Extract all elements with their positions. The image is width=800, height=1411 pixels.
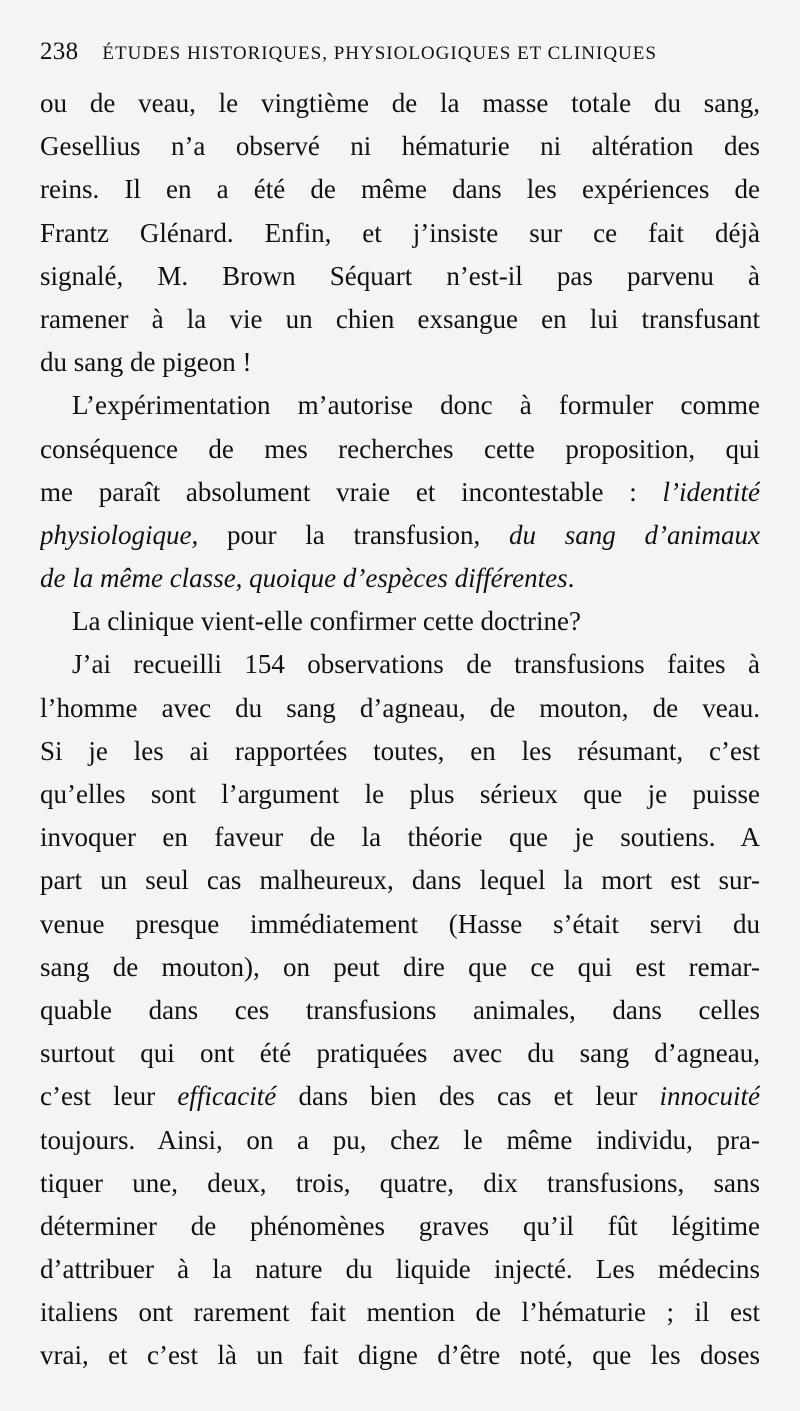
- text-line: quable dans ces transfusions animales, dans celles: [40, 994, 760, 1025]
- text-line: invoquer en faveur de la théorie que je soutiens. A: [40, 822, 760, 853]
- text-line: ramener à la vie un chien exsangue en lui transfusant: [40, 303, 760, 334]
- text-line: venue presque immédiatement (Hasse s’était servi du: [40, 908, 760, 939]
- text-span: .: [567, 563, 575, 594]
- text-line: conséquence de mes recherches cette proposition, qui: [40, 433, 760, 464]
- text-line: toujours. Ainsi, on a pu, chez le même individu, pra-: [40, 1124, 760, 1155]
- running-header: [40, 38, 760, 66]
- text-line: tiquer une, deux, trois, quatre, dix transfusions, sans: [40, 1167, 760, 1198]
- text-line: italiens ont rarement fait mention de l’hématurie ; il est: [40, 1297, 760, 1328]
- text-line: qu’elles sont l’argument le plus sérieux que je puisse: [40, 779, 760, 809]
- text-line: Si je les ai rapportées toutes, en les résumant, c’est: [40, 735, 760, 766]
- text-line: surtout qui ont été pratiquées avec du sang d’agneau,: [40, 1038, 760, 1069]
- text-line: [40, 471, 760, 514]
- text-line: [40, 1075, 760, 1118]
- text-line: [40, 557, 760, 600]
- text-line: part un seul cas malheureux, dans lequel la mort est sur-: [40, 865, 760, 896]
- italic-span: innocuité: [659, 1081, 760, 1112]
- paragraph-first-line: La clinique vient-elle confirmer cette doctrine?: [72, 606, 581, 637]
- text-line: reins. Il en a été de même dans les expériences de: [40, 174, 760, 205]
- text-line: sang de mouton), on peut dire que ce qui est remar-: [40, 951, 760, 982]
- text-span: me paraît absolument vraie et incontestable :: [40, 476, 663, 507]
- text-span: pour la transfusion,: [198, 519, 509, 550]
- text-line: d’attribuer à la nature du liquide injecté. Les médecins: [40, 1254, 760, 1285]
- text-span: dans bien des cas et leur: [276, 1081, 660, 1112]
- paragraph-first-line: J’ai recueilli 154 observations de transfusions faites à: [72, 649, 760, 680]
- text-line: vrai, et c’est là un fait digne d’être noté, que les doses: [40, 1340, 760, 1371]
- italic-span: physiologique,: [40, 519, 199, 550]
- text-line: Gesellius n’a observé ni hématurie ni altération des: [40, 131, 760, 162]
- paragraph-first-line: L’expérimentation m’autorise donc à formuler comme: [72, 390, 760, 421]
- text-line: [40, 514, 760, 557]
- text-line: du sang de pigeon !: [40, 347, 252, 378]
- italic-span: l’identité: [662, 476, 760, 507]
- text-span: c’est leur: [40, 1081, 178, 1112]
- text-line: signalé, M. Brown Séquart n’est-il pas parvenu à: [40, 260, 760, 291]
- italic-span: efficacité: [177, 1081, 277, 1112]
- page-number: 238: [40, 38, 79, 65]
- italic-span: de la même classe, quoique d’espèces différentes: [40, 563, 568, 594]
- running-title: ÉTUDES HISTORIQUES, PHYSIOLOGIQUES ET CLINIQUES: [102, 43, 657, 64]
- italic-span: du sang d’animaux: [509, 519, 760, 550]
- text-line: Frantz Glénard. Enfin, et j’insiste sur ce fait déjà: [40, 217, 760, 248]
- body-text: [40, 82, 760, 1378]
- text-line: ou de veau, le vingtième de la masse totale du sang,: [40, 88, 760, 118]
- text-line: déterminer de phénomènes graves qu’il fût légitime: [40, 1210, 760, 1241]
- text-line: l’homme avec du sang d’agneau, de mouton, de veau.: [40, 692, 760, 723]
